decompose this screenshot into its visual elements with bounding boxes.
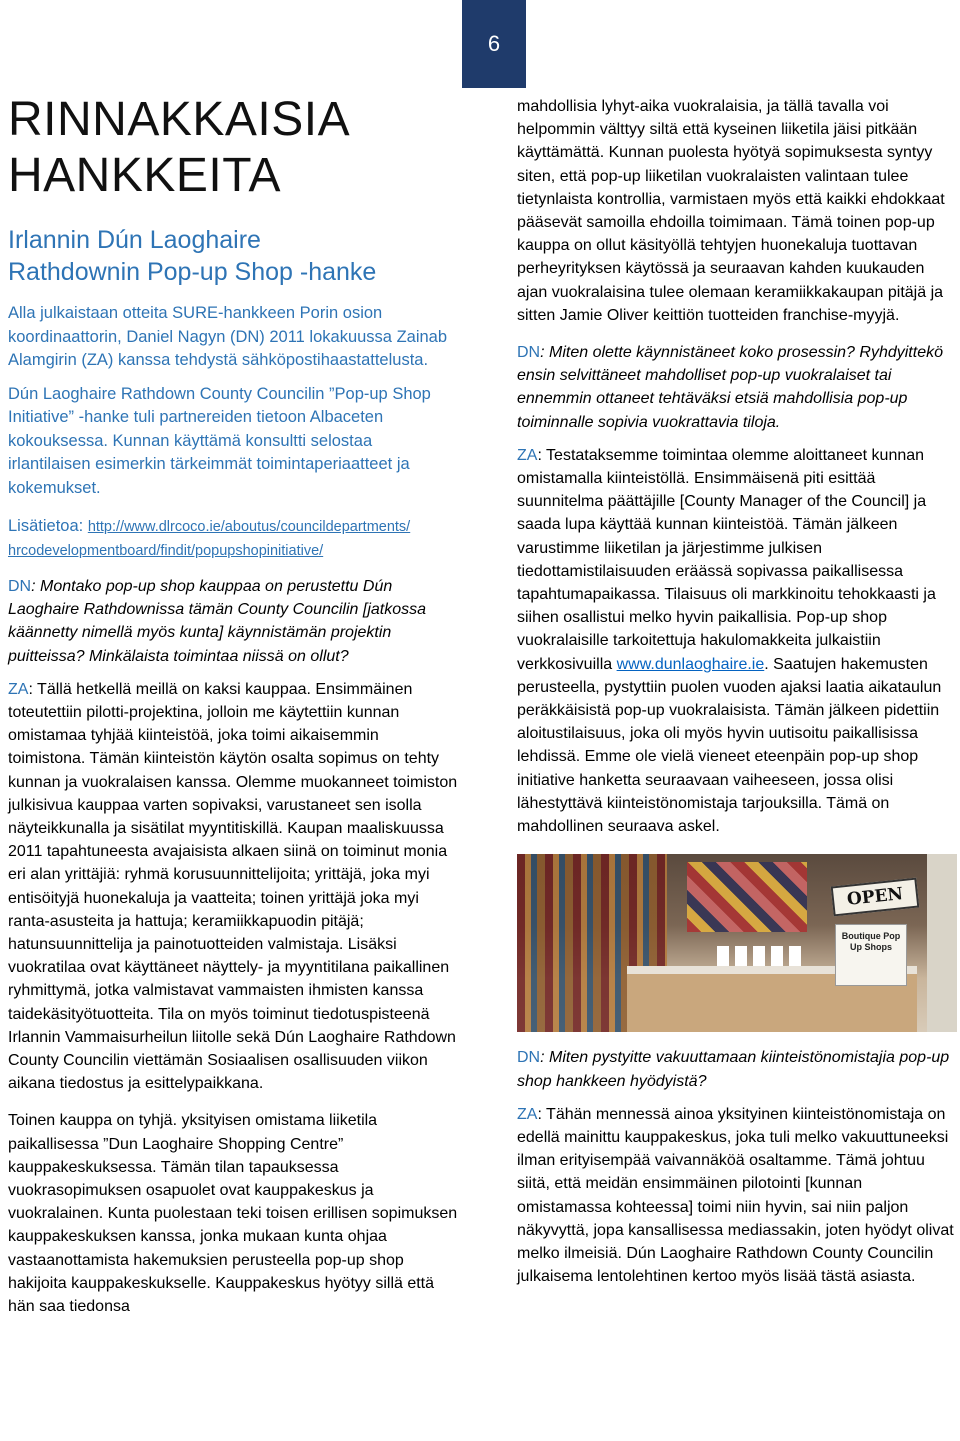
- answer-1: [8, 678, 458, 1096]
- photo-door: [927, 854, 957, 1032]
- subtitle-line-1: Irlannin Dún Laoghaire: [8, 226, 261, 254]
- more-info: [8, 514, 458, 563]
- subtitle-line-2: Rathdownin Pop-up Shop -hanke: [8, 258, 377, 286]
- right-column: [517, 95, 957, 1288]
- page-number: 6: [462, 0, 526, 88]
- more-info-label: Lisätietoa:: [8, 517, 88, 535]
- question-2-text: : Miten olette käynnistäneet koko prosessin? Ryhdyittekö ensin selvittäneet mahdolliset pop-up vuokralaiset tai ennemmin ottaneet tehtäväksi etsiä mahdollisia pop-up toiminnalle sopivia vuokrattavia tiloja.: [517, 344, 943, 431]
- question-2-tag: DN: [517, 344, 541, 362]
- photo-open-sign: OPEN: [831, 878, 920, 917]
- intro-paragraph-2: Dún Laoghaire Rathdown County Councilin ”Pop-up Shop Initiative” -hanke tuli partnereiden tietoon Albaceten kokouksessa. Kunnan käyttämä konsultti selostaa irlantilaisen esimerkin tärkeimmät toimintaperiaatteet ja kokemukset.: [8, 384, 431, 497]
- question-3-tag: DN: [517, 1049, 541, 1067]
- answer-2-tag: ZA: [517, 446, 538, 464]
- question-1-tag: DN: [8, 578, 32, 595]
- page-title: [8, 92, 458, 204]
- answer-2: [517, 444, 957, 838]
- title-line-2: HANKKEITA: [8, 149, 281, 202]
- answer-2-text-after: . Saatujen hakemusten perusteella, pystyttiin puolen vuoden ajaksi laatia aikataulun peräkkäisistä pop-up vuokralaisista. Tämän jälkeen pidettiin aloitustilaisuus, joka oli myös hyvin uutisoitu paikallisissa lehdissä. Emme ole vielä vieneet eteenpäin pop-up shop initiative hanketta seuraavaan vaiheeseen, jossa olisi lähestyttävä kiinteistönomistaja tarjouksilla. Tämä on mahdollinen seuraava askel.: [517, 655, 942, 836]
- shop-photo: [517, 854, 957, 1032]
- answer-1-text: : Tällä hetkellä meillä on kaksi kauppaa. Ensimmäinen toteutettiin pilotti-projektina, jolloin me käytettiin kunnan omistamaa tyhjää kiinteistöä, joka toimi aikaisemmin toimistona. Tämän kiinteistön käytön osalta sopimus on tehty kunnan ja vuokralaisen kanssa. Olemme muokanneet toimiston julkisivua kauppaa varten sopivaksi, varustaneet sen isolla näyteikkunalla ja sisätilat myyntitiskillä. Kaupan maaliskuussa 2011 tapahtuneesta avajaisista alkaen siinä on toiminut monia eri alan yrittäjiä: ryhmä korusuunnittelijoita; yrittäjä, joka myi entisöityjä huonekaluja ja vaatteita; toinen yrittäjä joka myi ranta-asusteita ja hattuja; keramiikkapuodin pitäjä; hatunsuunnittelija ja painotuotteiden valmistaja. Lisäksi vuokratilaa ovat käyttäneet näyttely- ja myyntitilana paikallinen ryhmittymä, jotka valmistavat vammaisten ihmisten kanssa taidekäsityötuotteita. Tila on myös toiminut tiedotuspisteenä Irlannin Vammaisurheilun liitolle sekä Dún Laoghaire Rathdown County Councilin viettämän Sosiaalisen osallisuuden viikon aikana tiedostus ja esittelypaikkana.: [8, 680, 458, 1093]
- intro-paragraph-1: Alla julkaistaan otteita SURE-hankkeen Porin osion koordinaattorin, Daniel Nagyn (DN) 2011 lokakuussa Zainab Alamgirin (ZA) kanssa tehdystä sähköpostihaastattelusta.: [8, 304, 448, 369]
- answer-1-tag: ZA: [8, 680, 29, 698]
- question-2: [517, 341, 957, 434]
- answer-2-text-before: : Testataksemme toimintaa olemme aloittaneet kunnan omistamalla kiinteistöllä. Ensimmäisenä piti esittää suunnitelma päättäjille [County Manager of the Council] ja saada lupa käyttää kunnan kiinteistöä. Tämän jälkeen varustimme liiketilan ja järjestimme julkisen tiedottamistilaisuuden eräässä sopivassa paikallisessa tapahtumapaikassa. Tilaisuus oli markkinoitu tehokkaasti ja siihen osallistui melko hyvin paikallisia. Pop-up shop vuokralaisille tarkoitettuja hakulomakkeita julkaistiin verkkosivuilla: [517, 446, 936, 673]
- left-column: [8, 92, 458, 1318]
- question-1: [8, 575, 458, 668]
- answer-3-text: : Tähän mennessä ainoa yksityinen kiinteistönomistaja on edellä mainittu kauppakeskus, joka tuli melko vakuuttuneeksi ilman erityisempää vaivannäköä osaltamme. Tämä johtuu siitä, että meidän ensimmäinen pilotointi [kunnan omistamassa kohteessa] toimi niin hyvin, sai niin paljon näkyvyttä, jopa kansallisessa mediassakin, joten hyödyt olivat melko ilmeisiä. Dún Laoghaire Rathdown County Councilin julkaisema lentolehtinen kertoo myös lisää tästä asiasta.: [517, 1105, 954, 1286]
- continued-paragraph: mahdollisia lyhyt-aika vuokralaisia, ja tällä tavalla voi helpommin välttyy siltä että kyseinen liiketila jäisi pitkään käyttämättä. Kunnan puolesta hyötyä sopimuksesta syntyy siten, että pop-up liiketilan vuokralaisten valintaan tulee tietynlaista kontrollia, varmistaen myös että kaikki ehdokkaat pääsevät samoilla ehdoilla toimimaan. Tämä toinen pop-up kauppa on ollut käsityöllä tehtyjen huonekaluja tuottavan perheyrityksen käytössä ja seuraavan kahden kuukauden ajan vuokralaisina tulee olemaan keramiikkakaupan pitäjä ja sitten Jamie Oliver keittiön tuotteiden franchise-myyjä.: [517, 98, 945, 324]
- photo-poster: Boutique Pop Up Shops: [835, 924, 907, 986]
- question-3-text: : Miten pystyitte vakuuttamaan kiinteistönomistajia pop-up shop hankkeen hyödyistä?: [517, 1049, 950, 1090]
- intro-block: [8, 302, 458, 500]
- second-shop-paragraph: Toinen kauppa on tyhjä. yksityisen omistama liiketila paikallisessa ”Dun Laoghaire Shopping Centre” kauppakeskuksessa. Tämän tilan tapauksessa vuokrasopimuksen osapuolet ovat kauppakeskus ja vuokralainen. Kunta puolestaan teki toisen erillisen sopimuksen kauppakeskuksen kanssa, jonka mukaan kunta ohjaa vastaanottamista hakemuksien perusteella pop-up shop hakijoita kauppakeskukselle. Kauppakeskus hyötyy sillä että hän saa tiedonsa: [8, 1112, 458, 1316]
- question-1-text: : Montako pop-up shop kauppaa on perustettu Dún Laoghaire Rathdownissa tämän County Councilin [jatkossa käännetty nimellä myös kunta] käynnistämän projektin puitteissa? Minkälaista toimintaa niissä on ollut?: [8, 578, 427, 665]
- article-subtitle: [8, 224, 458, 288]
- right-body-lower: [517, 1046, 957, 1288]
- answer-3-tag: ZA: [517, 1105, 538, 1123]
- more-info-link-part-2[interactable]: hrcodevelopmentboard/findit/popupshopinitiative/: [8, 543, 324, 559]
- photo-vases: [717, 946, 807, 966]
- photo-quilt: [687, 862, 807, 932]
- right-body: [517, 95, 957, 838]
- title-line-1: RINNAKKAISIA: [8, 93, 351, 146]
- dunlaoghaire-link[interactable]: www.dunlaoghaire.ie: [616, 655, 765, 673]
- more-info-link-part-1[interactable]: http://www.dlrcoco.ie/aboutus/councildepartments/: [87, 519, 411, 535]
- left-body: [8, 575, 458, 1318]
- answer-3: [517, 1103, 957, 1289]
- question-3: [517, 1046, 957, 1092]
